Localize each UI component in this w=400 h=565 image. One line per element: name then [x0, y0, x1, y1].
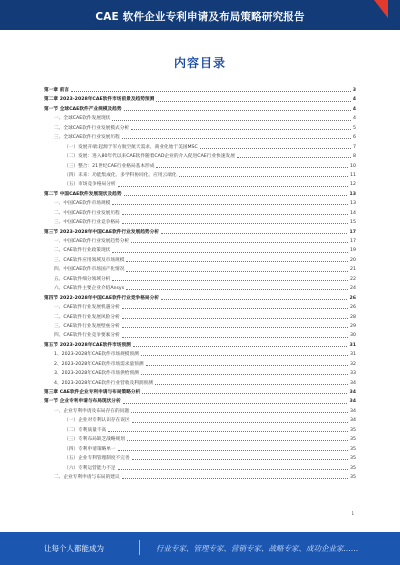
- footer-bar: [0, 532, 400, 565]
- toc-entry-label: 一、企业专利申请及布局存在的问题: [54, 408, 130, 414]
- toc-entry-page: 4: [352, 106, 356, 112]
- toc-entry-label: 第二章 2023-2028年CAE软件市场前景及趋势预测: [44, 97, 155, 103]
- toc-entry-page: 35: [350, 456, 356, 462]
- page-number: 1: [351, 511, 354, 516]
- toc-entry[interactable]: [44, 256, 356, 265]
- toc-entry-page: 35: [350, 427, 356, 433]
- toc-entry-label: 三、全球CAE软件行业发展历程: [54, 135, 120, 141]
- toc-leader-dots: [122, 308, 348, 309]
- toc-entry[interactable]: [44, 95, 356, 104]
- footer-slogan-right: 行业专家、管理专家、营销专家、战略专家、成功企业家……: [156, 544, 359, 553]
- toc-entry[interactable]: [44, 303, 356, 312]
- toc-leader-dots: [155, 384, 348, 385]
- report-title: CAE 软件企业专利申请及布局策略研究报告: [95, 11, 305, 23]
- toc-entry-page: 30: [350, 333, 356, 339]
- toc-leader-dots: [112, 252, 348, 253]
- toc-entry-label: （二）发展：进入80年代以来CAE软件随着CAD企业的介入促进CAE行业快速发展: [64, 154, 235, 160]
- toc-leader-dots: [200, 148, 351, 149]
- table-of-contents: [44, 86, 356, 482]
- toc-entry-page: 31: [349, 342, 356, 348]
- toc-entry-label: 第一节 全球CAE软件产业规模及趋势: [44, 106, 122, 112]
- toc-leader-dots: [131, 242, 348, 243]
- footer-slogan-left: 让每个人都能成为: [44, 544, 104, 553]
- toc-entry[interactable]: [44, 407, 356, 416]
- toc-entry[interactable]: [44, 284, 356, 293]
- toc-leader-dots: [131, 129, 351, 130]
- toc-entry[interactable]: [44, 294, 356, 303]
- toc-entry-label: （六）专利运营能力不足: [64, 465, 116, 471]
- toc-entry-page: 13: [350, 201, 356, 207]
- toc-leader-dots: [133, 346, 348, 347]
- toc-leader-dots: [122, 138, 351, 139]
- toc-entry-page: 17: [350, 239, 356, 244]
- footer-divider: [139, 540, 140, 555]
- toc-entry-page: 17: [349, 229, 356, 235]
- toc-entry-label: 二、CAE软件行业政策现状: [54, 248, 111, 254]
- toc-entry-page: 29: [350, 323, 356, 329]
- toc-entry[interactable]: [44, 473, 356, 482]
- toc-entry[interactable]: [44, 435, 356, 444]
- toc-entry-label: 一、中国CAE软件市场规模: [54, 201, 111, 207]
- toc-entry-label: 1、2023-2028年CAE软件市场规模预测: [54, 352, 139, 358]
- toc-entry-label: （四）专利申请策略单一: [64, 446, 116, 452]
- toc-entry-page: 14: [350, 210, 356, 216]
- toc-entry-page: 34: [350, 418, 356, 424]
- toc-leader-dots: [127, 440, 348, 441]
- toc-entry[interactable]: [44, 397, 356, 406]
- toc-entry-label: 一、全球CAE软件发展现状: [54, 116, 111, 122]
- toc-entry[interactable]: [44, 416, 356, 425]
- toc-entry-label: 三、中国CAE软件行业竞争格局: [54, 220, 120, 226]
- toc-leader-dots: [122, 318, 348, 319]
- toc-entry-page: 13: [349, 191, 356, 197]
- toc-leader-dots: [122, 214, 348, 215]
- toc-leader-dots: [122, 327, 348, 328]
- toc-entry-label: （四）未来：功能集成化、多学科协同化、应用云端化: [64, 172, 177, 178]
- report-header-bar: [0, 0, 400, 30]
- toc-entry[interactable]: [44, 86, 356, 95]
- toc-entry-page: 10: [350, 163, 356, 169]
- toc-entry-page: 19: [350, 248, 356, 254]
- toc-entry-page: 22: [350, 276, 356, 282]
- toc-entry-label: 三、CAE软件行业发展壁垒分析: [54, 323, 120, 329]
- toc-entry-page: 4: [353, 116, 356, 122]
- toc-entry-page: 6: [353, 135, 356, 141]
- toc-entry-page: 4: [352, 97, 356, 103]
- toc-entry-label: 一、CAE软件行业发展机遇分析: [54, 305, 120, 311]
- toc-leader-dots: [126, 261, 348, 262]
- toc-entry-label: 一、中国CAE软件行业发展趋势分析: [54, 239, 130, 244]
- toc-leader-dots: [156, 101, 350, 102]
- toc-entry-page: 26: [349, 295, 356, 301]
- toc-entry[interactable]: [44, 143, 356, 152]
- toc-entry[interactable]: [44, 152, 356, 161]
- toc-entry-page: 12: [350, 182, 356, 188]
- toc-entry[interactable]: [44, 426, 356, 435]
- toc-entry-label: 第四节 2022-2028年中国CAE软件行业竞争格局分析: [44, 295, 159, 301]
- toc-entry-page: 3: [352, 88, 356, 93]
- toc-leader-dots: [108, 431, 348, 432]
- toc-entry-page: 24: [350, 286, 356, 292]
- toc-leader-dots: [124, 195, 348, 196]
- toc-entry[interactable]: [44, 341, 356, 350]
- toc-entry[interactable]: [44, 162, 356, 171]
- toc-entry[interactable]: [44, 379, 356, 388]
- toc-entry[interactable]: [44, 246, 356, 255]
- toc-entry[interactable]: [44, 237, 356, 246]
- toc-entry-page: 20: [350, 257, 356, 263]
- toc-entry[interactable]: [44, 180, 356, 189]
- toc-entry-label: 二、企业专利申请与布局的建议: [54, 474, 120, 480]
- toc-entry-label: （五）企业专利管理制度不完善: [64, 456, 130, 462]
- toc-entry-page: 35: [350, 446, 356, 452]
- toc-entry-label: 四、CAE软件行业竞争要素分析: [54, 333, 120, 339]
- toc-entry-label: （一）企业对专利认识存在误区: [64, 418, 130, 424]
- toc-entry-label: 二、CAE软件行业发展风险分析: [54, 314, 120, 320]
- toc-leader-dots: [132, 459, 348, 460]
- toc-entry[interactable]: [44, 275, 356, 284]
- toc-entry-page: 11: [350, 172, 356, 178]
- toc-entry-page: 26: [350, 305, 356, 311]
- toc-entry[interactable]: [44, 313, 356, 322]
- toc-leader-dots: [146, 365, 348, 366]
- toc-entry-label: （一）发展开端:起源于军方航空航天需求，商业化始于美国MSC: [64, 144, 198, 150]
- toc-leader-dots: [112, 280, 348, 281]
- toc-leader-dots: [118, 450, 348, 451]
- toc-entry[interactable]: [44, 360, 356, 369]
- toc-entry-page: 31: [350, 352, 356, 358]
- toc-entry-page: 33: [350, 371, 356, 377]
- toc-entry-label: （三）整合：21世纪CAE行业格局基本形成: [64, 163, 155, 169]
- toc-entry-label: 六、CAE软件主要企业介绍Ansys: [54, 286, 125, 292]
- toc-entry-label: 4、2023-2028年CAE软件行业营收及利润预测: [54, 380, 153, 386]
- toc-entry-label: 第二节 中国CAE软件发展现状及趋势: [44, 191, 122, 197]
- toc-entry-label: 二、中国CAE软件行业发展历程: [54, 210, 120, 216]
- toc-leader-dots: [161, 299, 348, 300]
- toc-entry[interactable]: [44, 228, 356, 237]
- toc-entry-page: 28: [350, 314, 356, 320]
- corner-accent-icon: [374, 0, 388, 18]
- toc-leader-dots: [122, 478, 348, 479]
- toc-entry-page: 35: [350, 465, 356, 471]
- toc-entry-page: 5: [353, 125, 356, 131]
- toc-entry-label: 五、CAE软件细分领域分析: [54, 276, 111, 282]
- toc-leader-dots: [126, 289, 348, 290]
- toc-leader-dots: [141, 374, 348, 375]
- toc-entry[interactable]: [44, 133, 356, 142]
- toc-leader-dots: [112, 204, 348, 205]
- toc-leader-dots: [123, 403, 348, 404]
- toc-leader-dots: [132, 422, 348, 423]
- toc-entry-page: 8: [353, 154, 356, 160]
- toc-entry[interactable]: [44, 464, 356, 473]
- toc-entry-label: 2、2023-2028年CAE软件市场需求量预测: [54, 361, 144, 367]
- toc-leader-dots: [122, 337, 348, 338]
- toc-entry[interactable]: [44, 199, 356, 208]
- toc-leader-dots: [161, 233, 348, 234]
- toc-entry-label: 第一章 前言: [44, 88, 70, 93]
- toc-entry[interactable]: [44, 350, 356, 359]
- toc-entry-page: 32: [350, 361, 356, 367]
- toc-entry-label: 第一节 企业专利申请与布局现状分析: [44, 399, 121, 405]
- toc-entry-page: 35: [350, 474, 356, 480]
- toc-entry[interactable]: [44, 388, 356, 397]
- toc-entry[interactable]: [44, 322, 356, 331]
- toc-leader-dots: [141, 355, 348, 356]
- toc-leader-dots: [118, 186, 348, 187]
- toc-entry-label: 3、2023-2028年CAE软件市场供给预测: [54, 371, 139, 377]
- toc-leader-dots: [126, 271, 348, 272]
- toc-entry[interactable]: [44, 171, 356, 180]
- toc-entry[interactable]: [44, 190, 356, 199]
- toc-entry-label: 四、中国CAE软件市场国产化情况: [54, 267, 125, 273]
- toc-leader-dots: [118, 469, 348, 470]
- toc-leader-dots: [179, 176, 349, 177]
- toc-entry[interactable]: [44, 265, 356, 274]
- toc-entry[interactable]: [44, 369, 356, 378]
- toc-leader-dots: [112, 120, 351, 121]
- toc-entry[interactable]: [44, 105, 356, 114]
- toc-leader-dots: [237, 157, 351, 158]
- toc-entry[interactable]: [44, 218, 356, 227]
- toc-entry[interactable]: [44, 331, 356, 340]
- toc-entry-label: （二）专利质量不高: [64, 427, 107, 433]
- toc-entry-page: 21: [350, 267, 356, 273]
- toc-leader-dots: [142, 393, 347, 394]
- toc-entry-page: 34: [349, 399, 356, 405]
- toc-entry-label: 三、CAE软件应用领域及市场规模: [54, 257, 125, 263]
- toc-leader-dots: [131, 412, 348, 413]
- toc-entry[interactable]: [44, 124, 356, 133]
- toc-entry-page: 34: [349, 390, 356, 395]
- toc-entry-label: （三）专利布局缺乏战略规划: [64, 437, 125, 443]
- toc-entry-label: 二、全球CAE软件行业发展模式分析: [54, 125, 130, 131]
- toc-entry-page: 7: [353, 144, 356, 150]
- toc-entry-label: 第五节 2023-2028年CAE软件市场预测: [44, 342, 131, 348]
- toc-entry[interactable]: [44, 454, 356, 463]
- toc-entry-page: 34: [350, 380, 356, 386]
- toc-leader-dots: [156, 167, 348, 168]
- toc-entry-label: （五）市场竞争格局分析: [64, 182, 116, 188]
- toc-heading: 内容目录: [173, 56, 226, 70]
- toc-entry-page: 34: [350, 408, 356, 414]
- toc-leader-dots: [124, 110, 351, 111]
- toc-leader-dots: [122, 223, 348, 224]
- toc-entry-label: 第三章 CAE软件企业专利申请与布局策略分析: [44, 390, 141, 395]
- toc-leader-dots: [71, 91, 351, 92]
- toc-entry-page: 15: [350, 220, 356, 226]
- toc-entry-label: 第三节 2023-2028年中国CAE软件行业发展趋势分析: [44, 229, 159, 235]
- toc-entry-page: 35: [350, 437, 356, 443]
- toc-entry[interactable]: [44, 114, 356, 123]
- toc-entry[interactable]: [44, 209, 356, 218]
- toc-entry[interactable]: [44, 445, 356, 454]
